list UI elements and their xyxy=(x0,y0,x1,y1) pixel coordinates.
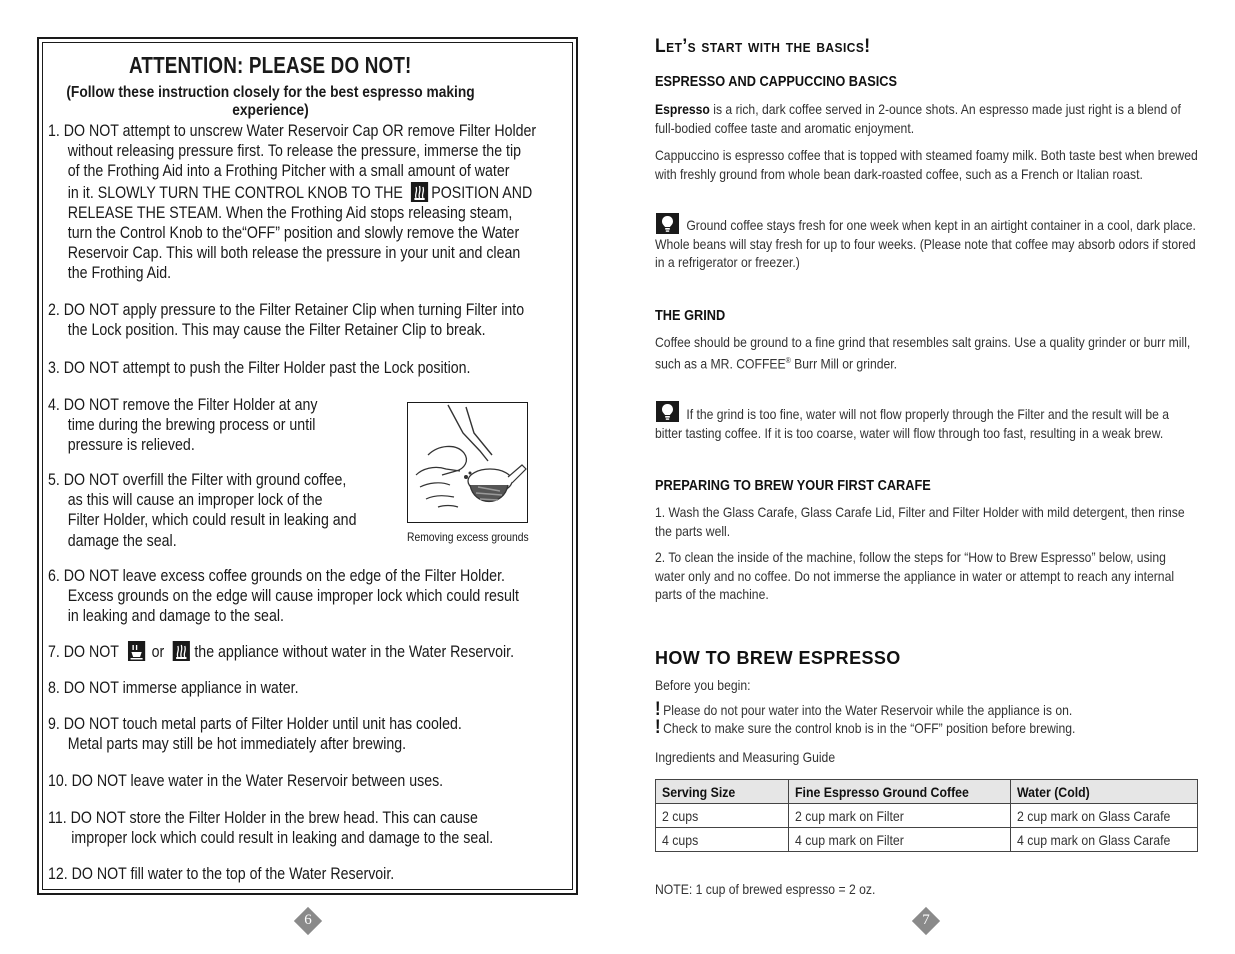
espresso-basics-heading: ESPRESSO AND CAPPUCCINO BASICS xyxy=(655,74,898,90)
steam-icon xyxy=(173,641,190,661)
warnings: ! Please do not pour water into the Water Reservoir while the appliance is on. ! Check to make sure the control knob is in the “OFF” position before brewing. xyxy=(655,699,1076,738)
item-5: 5. DO NOT overfill the Filter with ground coffee, as this will cause an improper lock of the Filter Holder, which could result in leaking and damage the seal. xyxy=(48,471,357,550)
how-to-brew-title: HOW TO BREW ESPRESSO xyxy=(655,648,901,668)
item-9: 9. DO NOT touch metal parts of Filter Holder until unit has cooled. Metal parts may still be hot immediately after brewing. xyxy=(48,715,462,754)
item-1: 1. DO NOT attempt to unscrew Water Reservoir Cap OR remove Filter Holder without releasing pressure first. To release the pressure, immerse the tip of the Frothing Aid into a Frothing Pitcher with a small amount of water in it. SLOWLY TURN THE CONTROL KNOB TO THE POSITION AND RELEASE THE STEAM. When the Frothing Aid stops releasing steam, turn the Control Knob to the“OFF” position and slowly remove the Water Reservoir Cap. This will both release the pressure in your unit and clean the Frothing Aid. xyxy=(48,122,537,283)
table-cell: 4 cup mark on Filter xyxy=(788,828,1010,852)
grind-paragraph: Coffee should be ground to a fine grind that resembles salt grains. Use a quality grinder or burr mill, such as a MR. COFFEE® Burr Mill or grinder. xyxy=(655,334,1191,372)
cappuccino-paragraph: Cappuccino is espresso coffee that is topped with steamed foamy milk. Both taste best when brewed with freshly ground from whole bean dark-roasted coffee, such as a French or Italian roast. xyxy=(655,147,1198,182)
prep-step-1: 1. Wash the Glass Carafe, Glass Carafe Lid, Filter and Filter Holder with mild detergent, then rinse the parts well. xyxy=(655,504,1185,539)
table-cell: 2 cups xyxy=(656,804,789,828)
tip-fresh-coffee: Ground coffee stays fresh for one week when kept in an airtight container in a cool, dark place. Whole beans will stay fresh for up to four weeks. (Please note that coffee may absorb odors if stored in a refrigerator or freezer.) xyxy=(655,217,1196,270)
item-10: 10. DO NOT leave water in the Water Reservoir between uses. xyxy=(48,772,444,790)
grind-heading: THE GRIND xyxy=(655,308,726,324)
table-cell: 2 cup mark on Glass Carafe xyxy=(1010,804,1197,828)
item-8: 8. DO NOT immerse appliance in water. xyxy=(48,679,299,697)
page-number-right: 7 xyxy=(922,912,930,928)
item-3: 3. DO NOT attempt to push the Filter Holder past the Lock position. xyxy=(48,359,471,377)
brew-icon xyxy=(128,641,145,661)
item-11: 11. DO NOT store the Filter Holder in the brew head. This can cause improper lock which could result in leaking and damage to the seal. xyxy=(48,809,494,848)
guide-label: Ingredients and Measuring Guide xyxy=(655,749,836,765)
attention-title: ATTENTION: PLEASE DO NOT! xyxy=(129,52,412,78)
item-6: 6. DO NOT leave excess coffee grounds on the edge of the Filter Holder. Excess grounds on the edge will cause improper lock which could result in leaking and damage to the seal. xyxy=(48,567,519,626)
item-2: 2. DO NOT apply pressure to the Filter Retainer Clip when turning Filter into the Lock position. This may cause the Filter Retainer Clip to break. xyxy=(48,301,525,340)
prep-step-2: 2. To clean the inside of the machine, follow the steps for “How to Brew Espresso” below, using water only and no coffee. Do not immerse the appliance in water or attempt to reach any internal parts of the machine. xyxy=(655,549,1175,602)
steam-icon xyxy=(411,182,428,202)
photo-caption: Removing excess grounds xyxy=(407,530,529,544)
warning-icon: ! xyxy=(655,717,661,738)
table-cell: 2 cup mark on Filter xyxy=(788,804,1010,828)
table-header: Water (Cold) xyxy=(1010,780,1197,804)
attention-subtitle: (Follow these instruction closely for the best espresso making experience) xyxy=(66,84,475,119)
page-number-left: 6 xyxy=(304,912,312,928)
table-header: Serving Size xyxy=(656,780,789,804)
table-row xyxy=(656,804,1198,828)
measuring-guide-table xyxy=(655,779,1198,852)
preparing-heading: PREPARING TO BREW YOUR FIRST CARAFE xyxy=(655,478,931,494)
tip-grind-size: If the grind is too fine, water will not flow properly through the Filter and the result will be a bitter tasting coffee. If it is too coarse, water will flow through too fast, resulting in a weak brew. xyxy=(655,406,1170,441)
table-cell: 4 cup mark on Glass Carafe xyxy=(1010,828,1197,852)
table-row xyxy=(656,828,1198,852)
table-cell: 4 cups xyxy=(656,828,789,852)
warning-icon: ! xyxy=(655,699,661,720)
item-12: 12. DO NOT fill water to the top of the Water Reservoir. xyxy=(48,865,395,883)
before-you-begin: Before you begin: xyxy=(655,677,751,693)
table-header: Fine Espresso Ground Coffee xyxy=(788,780,1010,804)
item-4: 4. DO NOT remove the Filter Holder at any time during the brewing process or until pressure is relieved. xyxy=(48,396,318,455)
basics-title: Let’s start with the basics! xyxy=(655,36,871,57)
removing-grounds-illustration xyxy=(407,402,528,523)
espresso-paragraph: Espresso is a rich, dark coffee served in 2-ounce shots. An espresso made just right is a blend of full-bodied coffee taste and aromatic enjoyment. xyxy=(655,101,1181,136)
table-header-row xyxy=(656,780,1198,804)
item-7: 7. DO NOT or the appliance without water in the Water Reservoir. xyxy=(48,643,515,661)
serving-note: NOTE: 1 cup of brewed espresso = 2 oz. xyxy=(655,881,876,897)
